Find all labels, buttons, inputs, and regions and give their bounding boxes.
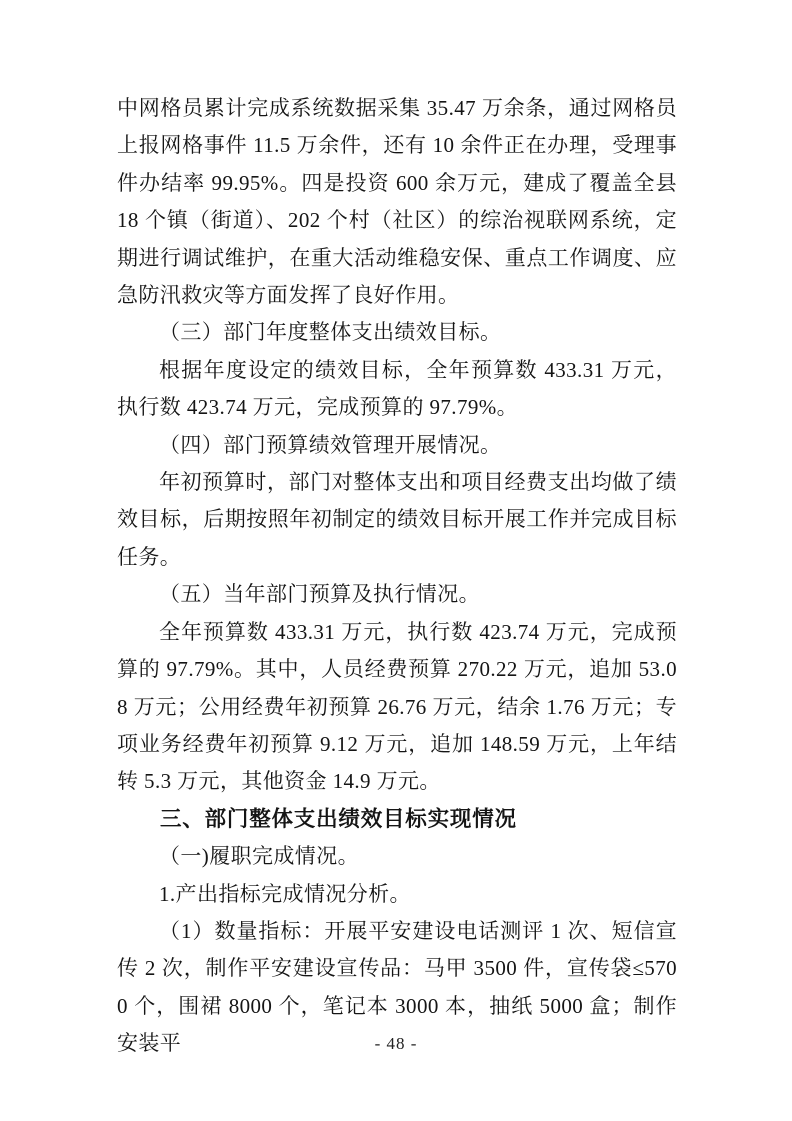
- document-body: [117, 90, 677, 1063]
- subsection-heading-one: （一)履职完成情况。: [159, 844, 359, 869]
- subsection-heading-three: （三）部门年度整体支出绩效目标。: [159, 320, 502, 345]
- body-paragraph-continued: 中网格员累计完成系统数据采集 35.47 万余条，通过网格员上报网格事件 11.5 万余件，还有 10 余件正在办理，受理事件办结率 99.95%。四是投资 600 余万元，建成了覆盖全县 18 个镇（街道）、202 个村（社区）的综治视联网系统，定期进行调试维护，在重大活动维稳安保、重点工作调度、应急防汛救灾等方面发挥了良好作用。: [117, 96, 677, 308]
- body-paragraph: （1）数量指标：开展平安建设电话测评 1 次、短信宣传 2 次，制作平安建设宣传品：马甲 3500 件，宣传袋≤5700 个，围裙 8000 个，笔记本 3000 本，抽纸 5000 盒；制作安装平: [117, 918, 677, 1056]
- numbered-item-heading: 1.产出指标完成情况分析。: [159, 881, 411, 906]
- subsection-heading-four: （四）部门预算绩效管理开展情况。: [159, 432, 502, 457]
- body-paragraph: 根据年度设定的绩效目标，全年预算数 433.31 万元，执行数 423.74 万元，完成预算的 97.79%。: [117, 357, 677, 420]
- page-number: - 48 -: [374, 1034, 418, 1053]
- subsection-heading-five: （五）当年部门预算及执行情况。: [159, 582, 480, 607]
- body-paragraph: 年初预算时，部门对整体支出和项目经费支出均做了绩效目标，后期按照年初制定的绩效目标开展工作并完成目标任务。: [117, 470, 677, 569]
- section-heading-three: 三、部门整体支出绩效目标实现情况: [160, 806, 517, 831]
- body-paragraph: 全年预算数 433.31 万元，执行数 423.74 万元，完成预算的 97.79%。其中，人员经费预算 270.22 万元，追加 53.08 万元；公用经费年初预算 26.76 万元，结余 1.76 万元；专项业务经费年初预算 9.12 万元，追加 148.59 万元，上年结转 5.3 万元，其他资金 14.9 万元。: [117, 619, 677, 794]
